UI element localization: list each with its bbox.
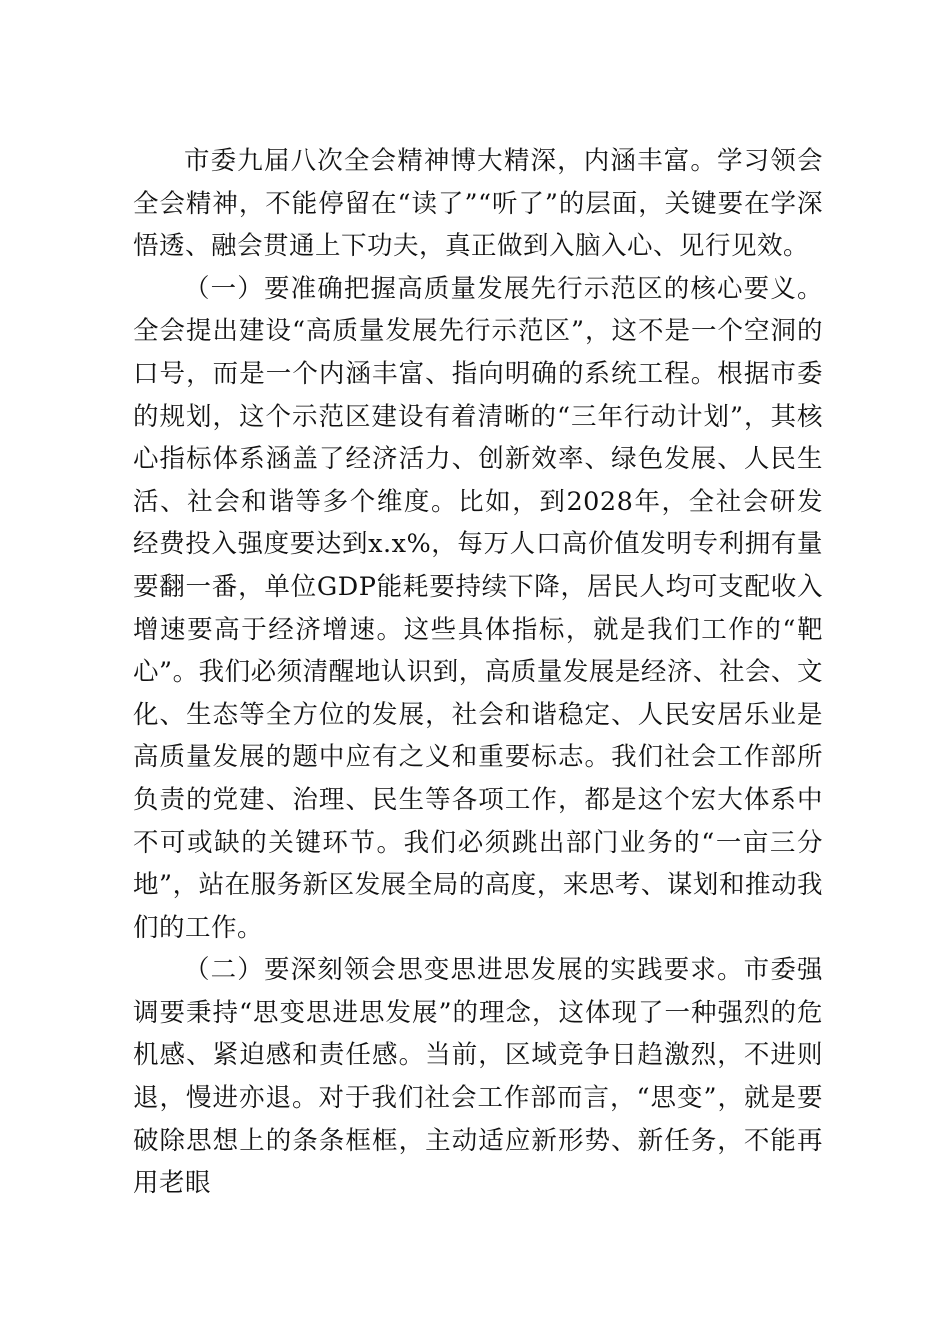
section-one-paragraph: （一）要准确把握高质量发展先行示范区的核心要义。全会提出建设“高质量发展先行示范区”，这不是一个空洞的口号，而是一个内涵丰富、指向明确的系统工程。根据市委的规划，这个示范区建设有着清晰的“三年行动计划”，其核心指标体系涵盖了经济活力、创新效率、绿色发展、人民生活、社会和谐等多个维度。比如，到2028年，全社会研发经费投入强度要达到x.x%，每万人口高价值发明专利拥有量要翻一番，单位GDP能耗要持续下降，居民人均可支配收入增速要高于经济增速。这些具体指标，就是我们工作的“靶心”。我们必须清醒地认识到，高质量发展是经济、社会、文化、生态等全方位的发展，社会和谐稳定、人民安居乐业是高质量发展的题中应有之义和重要标志。我们社会工作部所负责的党建、治理、民生等各项工作，都是这个宏大体系中不可或缺的关键环节。我们必须跳出部门业务的“一亩三分地”，站在服务新区发展全局的高度，来思考、谋划和推动我们的工作。: [133, 273, 823, 943]
section-two-paragraph: （二）要深刻领会思变思进思发展的实践要求。市委强调要秉持“思变思进思发展”的理念，这体现了一种强烈的危机感、紧迫感和责任感。当前，区域竞争日趋激烈，不进则退，慢进亦退。对于我们社会工作部而言，“思变”，就是要破除思想上的条条框框，主动适应新形势、新任务，不能再用老眼: [133, 955, 823, 1199]
intro-paragraph: 市委九届八次全会精神博大精深，内涵丰富。学习领会全会精神，不能停留在“读了”“听了”的层面，关键要在学深悟透、融会贯通上下功夫，真正做到入脑入心、见行见效。: [133, 146, 823, 262]
document-body: [133, 140, 823, 1205]
